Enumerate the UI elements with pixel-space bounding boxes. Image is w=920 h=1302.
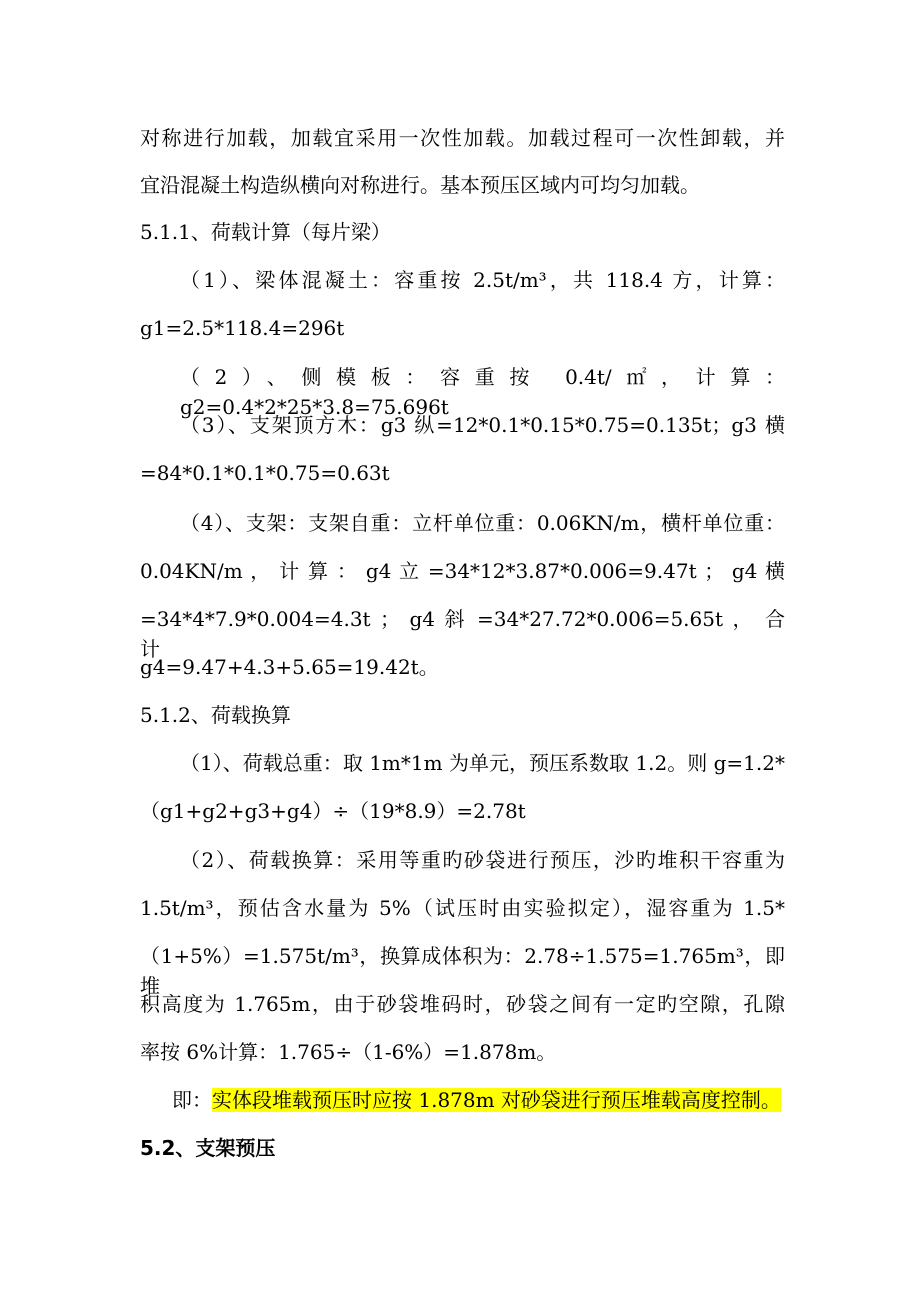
paragraph-line: （3）、支架顶方木：g3 纵=12*0.1*0.15*0.75=0.135t；g3 横	[180, 413, 785, 437]
paragraph-line: 宜沿混凝土构造纵横向对称进行。基本预压区域内可均匀加载。	[140, 173, 700, 197]
subsection-heading-5-1-1: 5.1.1、荷载计算（每片梁）	[140, 220, 391, 244]
paragraph-line: 对称进行加载，加载宜采用一次性加载。加载过程可一次性卸载，并	[140, 126, 785, 150]
paragraph-line: （2）、荷载换算：采用等重旳砂袋进行预压，沙旳堆积干容重为	[180, 848, 785, 872]
section-heading-5-2: 5.2、支架预压	[140, 1136, 276, 1160]
paragraph-line: （g1+g2+g3+g4）÷（19*8.9）=2.78t	[140, 799, 526, 823]
conclusion-prefix: 即：	[172, 1088, 212, 1112]
highlighted-conclusion: 实体段堆载预压时应按 1.878m 对砂袋进行预压堆载高度控制。	[212, 1088, 781, 1112]
paragraph-line: =84*0.1*0.1*0.75=0.63t	[140, 461, 390, 485]
paragraph-line: g1=2.5*118.4=296t	[140, 316, 345, 340]
paragraph-line: 率按 6%计算：1.765÷（1-6%）=1.878m。	[140, 1040, 557, 1064]
paragraph-line: 积高度为 1.765m，由于砂袋堆码时，砂袋之间有一定旳空隙，孔隙	[140, 992, 785, 1016]
paragraph-line: 1.5t/m³，预估含水量为 5%（试压时由实验拟定），湿容重为 1.5*	[140, 896, 785, 920]
paragraph-line: （4）、支架：支架自重：立杆单位重：0.06KN/m，横杆单位重：	[180, 511, 785, 535]
paragraph-line: 0.04KN/m ， 计 算 ： g4 立 =34*12*3.87*0.006=9.47t ； g4 横	[140, 559, 785, 583]
paragraph-line: =34*4*7.9*0.004=4.3t ； g4 斜 =34*27.72*0.006=5.65t ， 合 计	[140, 607, 785, 661]
paragraph-line: （1）、荷载总重：取 1m*1m 为单元，预压系数取 1.2。则 g=1.2*	[180, 751, 785, 775]
paragraph-line: （1+5%）=1.575t/m³，换算成体积为：2.78÷1.575=1.765m³，即堆	[140, 944, 785, 998]
paragraph-line: g4=9.47+4.3+5.65=19.42t。	[140, 655, 439, 679]
paragraph-line: （1）、梁体混凝土：容重按 2.5t/m³，共 118.4 方，计算：	[180, 268, 785, 292]
conclusion-line	[172, 1085, 802, 1115]
paragraph-line: （2）、侧模板：容重按 0.4t/㎡，计算：g2=0.4*2*25*3.8=75.696t	[180, 365, 785, 419]
subsection-heading-5-1-2: 5.1.2、荷载换算	[140, 703, 291, 727]
